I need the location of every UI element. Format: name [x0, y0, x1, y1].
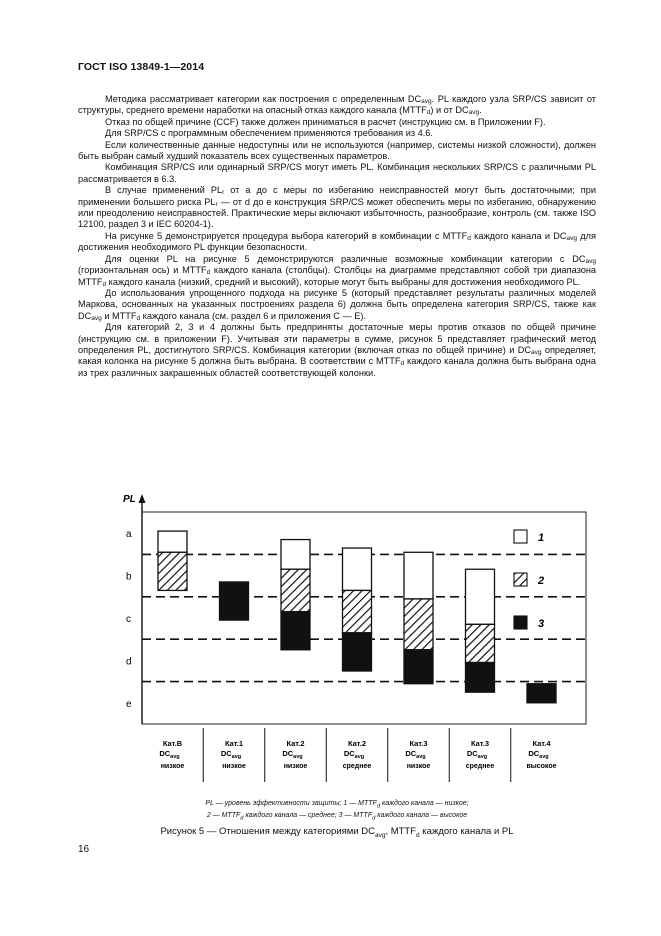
bar-segment-white: [158, 531, 187, 552]
category-dc-label: $DC_{avg}$: [220, 749, 242, 760]
category-label: Кат.2: [286, 739, 305, 748]
legend-label: 1: [538, 532, 545, 544]
bar-segment-hatched: [281, 569, 310, 611]
bar-segment-hatched: [343, 590, 372, 632]
paragraph: До использования упрощенного подхода на рисунке 5 (который представляет результаты различных моделей Маркова, основанных на указанных построениях раздела 6) должна быть определена категория SRP/CS, также как $DC_{avg}$ и $MTTF_d$ каждого канала (см. раздел 6 и приложения С — Е).: [78, 287, 596, 322]
figure-5: [116, 488, 596, 800]
paragraph: Методика рассматривает категории как построения с определенным $DC_{avg}$. PL каждого узла SRP/CS зависит от структуры, среднего времени наработки на опасный отказ каждого канала $(MTTF_d)$ и от $DC_{avg}$.: [78, 94, 596, 117]
bar-segment-black: [343, 633, 372, 671]
category-level-label: высокое: [526, 763, 557, 770]
paragraph: Для оценки PL на рисунке 5 демонстрируются различные возможные комбинации категории с $DC_{avg}$ (горизонтальная ось) и $MTTF_d$ каждого канала (столбцы). Столбцы на диаграмме представляют собой три диапазона $MTTF_d$ каждого канала (низкий, средний и высокий), которые могут быть выбраны для достижения необходимого PL.: [78, 253, 597, 288]
category-level-label: среднее: [465, 763, 495, 770]
paragraph: Комбинация SRP/CS или одинарный SRP/CS могут иметь PL. Комбинация нескольких SRP/CS с различными PL рассматривается в 6.3.: [78, 162, 596, 184]
category-dc-label: $DC_{avg}$: [343, 749, 365, 760]
category-dc-label: $DC_{avg}$: [159, 749, 180, 760]
bar-segment-black: [527, 684, 556, 703]
category-label: Кат.1: [224, 739, 244, 748]
bar-segment-hatched: [466, 624, 495, 662]
bar-segment-white: [466, 569, 495, 624]
category-level-label: низкое: [283, 763, 308, 770]
legend-label: 2: [538, 575, 545, 587]
pl-level-label: a: [126, 529, 132, 541]
category-dc-label: $DC_{avg}$: [466, 749, 488, 760]
pl-chart: [116, 488, 596, 800]
y-axis-label: PL: [123, 494, 136, 505]
category-level-label: низкое: [222, 763, 246, 770]
legend-swatch-black: [514, 616, 527, 629]
body-text: [78, 94, 596, 379]
category-label: Кат.3: [409, 739, 428, 748]
bar-segment-hatched: [404, 599, 433, 650]
bar-segment-white: [404, 552, 433, 599]
paragraph: Для категорий 2, 3 и 4 должны быть предприняты достаточные меры против отказов по общей причине (инструкцию см. в приложении F). Учитывая эти параметры в сумме, рисунок 5 представляет графический метод определения PL, достигнутого SRP/CS. Комбинация категории (включая отказ по общей причине) и $DC_{avg}$ определяет, какая колонка на рисунке 5 должна быть выбрана. В соответствии с $MTTF_d$ каждого канала должна быть выбрана одна из трех различных закрашенных областей соответствующей колонки.: [78, 322, 596, 378]
y-axis-arrow: [139, 494, 146, 503]
pl-level-label: d: [126, 656, 132, 668]
legend-swatch-hatched: [514, 573, 527, 586]
figure-title: Рисунок 5 — Отношения между категориями $DC_{avg}$, $MTTF_d$ каждого канала и PL: [160, 826, 514, 839]
paragraph: В случае применений $PL_r$ от a до c меры по избеганию неисправностей могут быть достаточными; при применении большего риска $PL_r$ — от d до e конструкция SRP/CS может обеспечить меры по избеганию, обнаружению или преодолению неисправностей. Практические меры включают избыточность, разнообразие, контроль (см. также ISO 12100, раздел 3 и IEC 60204-1).: [78, 185, 596, 230]
category-label: Кат.В: [162, 739, 183, 748]
category-level-label: низкое: [160, 763, 185, 770]
pl-level-label: c: [126, 614, 131, 625]
bar-segment-white: [281, 540, 310, 570]
bar-segment-black: [404, 650, 433, 684]
caption-line-1: PL — уровень эффективности защиты; 1 — $MTTF_d$ каждого канала — низкое;: [205, 800, 469, 810]
page-number: 16: [78, 844, 90, 855]
caption-line-2: 2 — $MTTF_d$ каждого канала — среднее; 3 — $MTTF_d$ каждого канала — высокое: [206, 812, 468, 822]
bar-segment-black: [220, 582, 249, 620]
category-label: Кат.4: [532, 739, 551, 748]
figure-legend-caption: [78, 799, 596, 824]
bar-segment-black: [281, 612, 310, 650]
paragraph: На рисунке 5 демонстрируется процедура выбора категорий в комбинации с $MTTF_d$ каждого канала и $DC_{avg}$ для достижения необходимого PL функции безопасности.: [78, 230, 596, 253]
bar-segment-hatched: [158, 552, 187, 590]
pl-level-label: b: [126, 571, 132, 583]
category-label: Кат.2: [347, 739, 367, 748]
category-dc-label: $DC_{avg}$: [528, 749, 549, 760]
category-label: Кат.3: [470, 739, 490, 748]
bar-segment-black: [466, 663, 495, 693]
paragraph: Если количественные данные недоступны или не используются (например, системы низкой сложности), должен быть выбран самый худший показатель всех существенных параметров.: [78, 139, 596, 162]
legend-label: 3: [538, 618, 545, 630]
category-level-label: среднее: [342, 763, 372, 770]
category-level-label: низкое: [406, 763, 431, 770]
paragraph: Для SRP/CS с программным обеспечением применяются требования из 4.6.: [105, 128, 433, 139]
legend-swatch-white: [514, 530, 527, 543]
category-dc-label: $DC_{avg}$: [405, 749, 426, 760]
bar-segment-white: [343, 548, 372, 590]
category-dc-label: $DC_{avg}$: [282, 749, 303, 760]
paragraph: Отказ по общей причине (CCF) также должен приниматься в расчет (инструкцию см. в Приложении F).: [105, 116, 546, 127]
pl-level-label: e: [126, 698, 132, 710]
document-header: ГОСТ ISO 13849-1—2014: [78, 61, 205, 73]
